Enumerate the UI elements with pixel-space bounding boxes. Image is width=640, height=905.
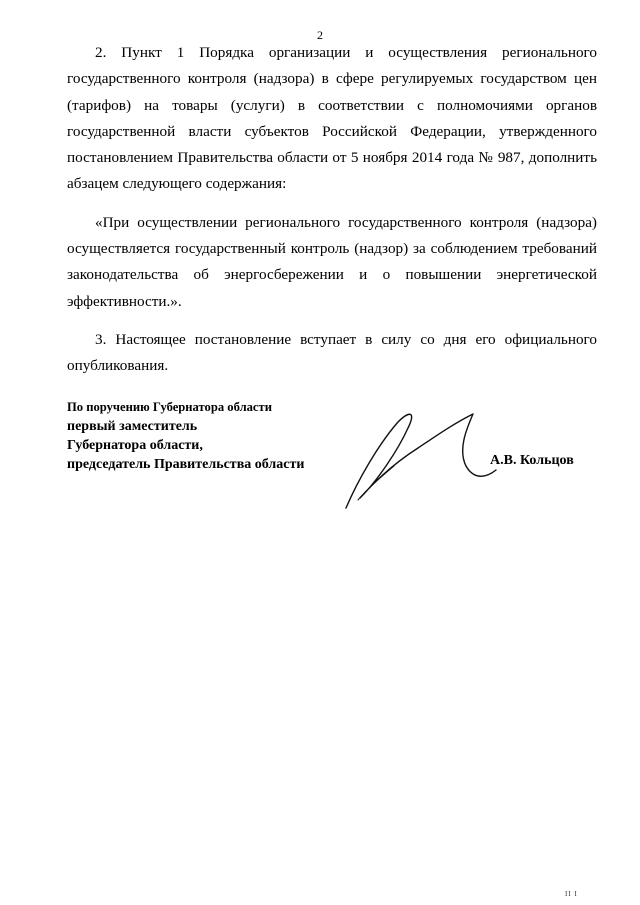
signature-line-chairman: председатель Правительства области xyxy=(67,457,305,472)
signature-block xyxy=(67,398,347,474)
signature-line-governor: Губернатора области, xyxy=(67,438,203,453)
signature-line-position: первый заместитель xyxy=(67,419,198,434)
scan-corner-mark: II I xyxy=(565,890,578,898)
paragraph-item-2: 2. Пункт 1 Порядка организации и осуществления регионального государственного контроля (надзора) в сфере регулируемых государством цен (тарифов) на товары (услуги) в соответствии с полномочиями органов государственной власти субъектов Российской Федерации, утвержденного постановлением Правительства области от 5 ноября 2014 года № 987, дополнить абзацем следующего содержания: xyxy=(67,44,597,193)
signature-line-authority: По поручению Губернатора области xyxy=(67,400,272,414)
document-body xyxy=(67,40,597,392)
paragraph-item-3: 3. Настоящее постановление вступает в силу со дня его официального опубликования. xyxy=(67,330,597,375)
handwritten-signature xyxy=(338,400,508,515)
signer-name: А.В. Кольцов xyxy=(490,453,574,468)
page-number: 2 xyxy=(317,28,323,42)
quoted-addition-paragraph: «При осуществлении регионального государственного контроля (надзора) осуществляется государственный контроль (надзор) за соблюдением требований законодательства об энергосбережении и о повышении энергетической эффективности.». xyxy=(67,213,597,310)
